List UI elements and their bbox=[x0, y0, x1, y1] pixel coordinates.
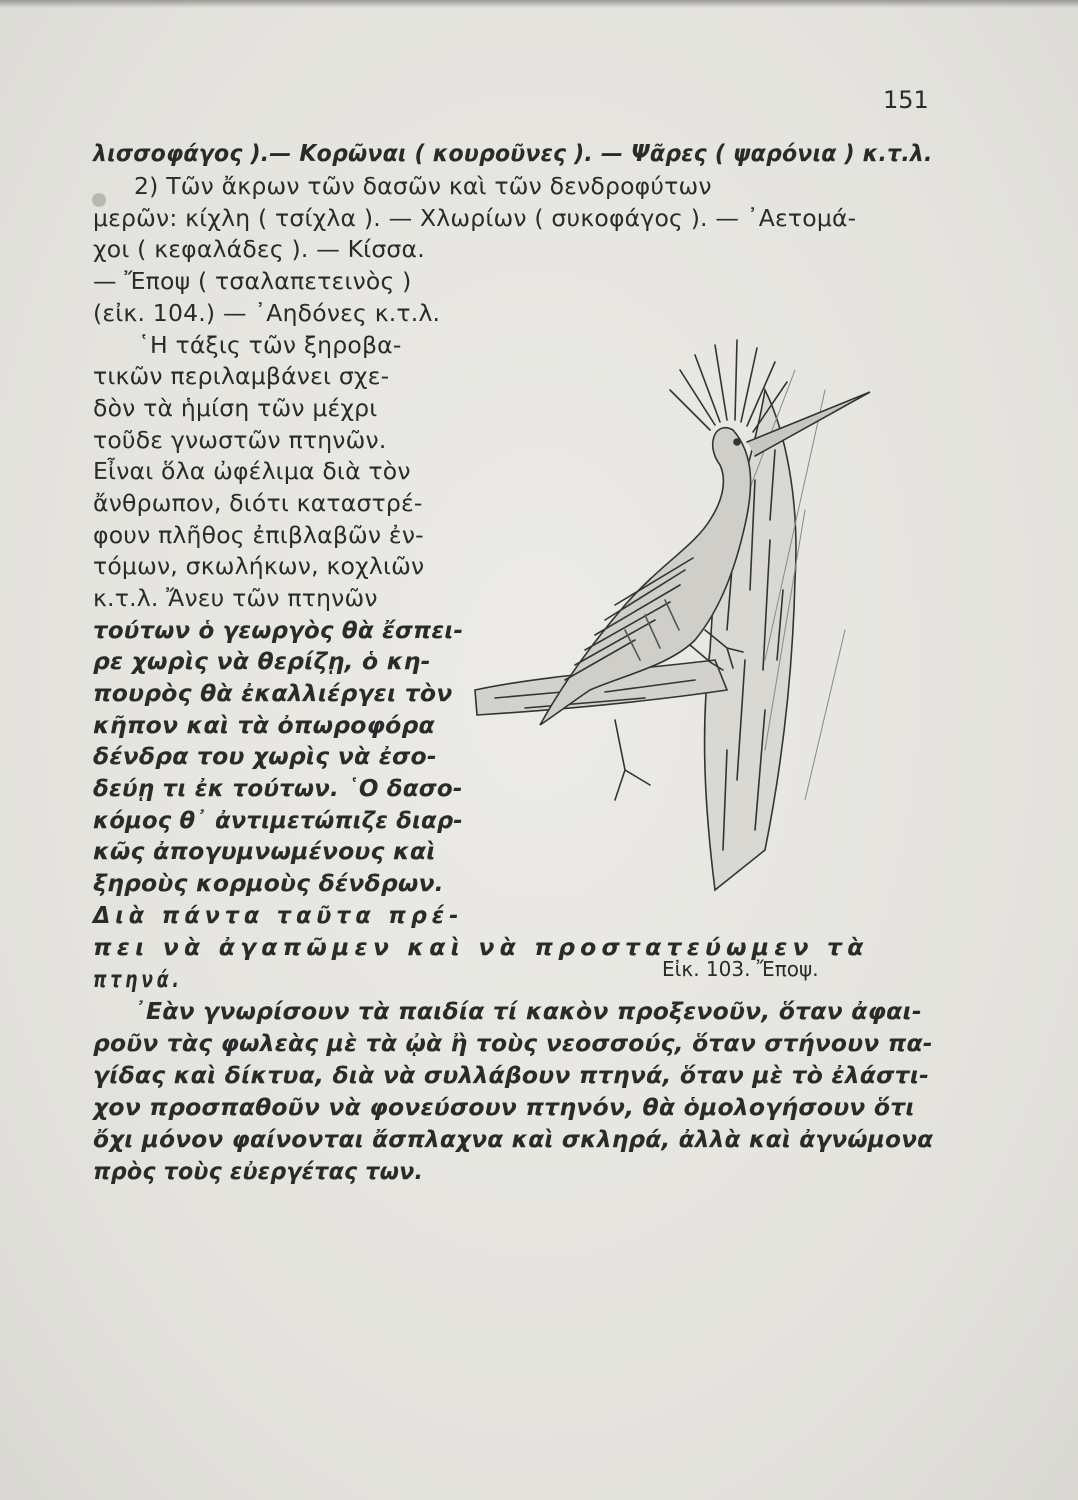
text-line: κῆπον καὶ τὰ ὀπωροφόρα bbox=[93, 711, 435, 739]
page-number: 151 bbox=[883, 86, 929, 114]
text-line: φουν πλῆθος ἐπιβλαβῶν ἐν- bbox=[93, 521, 424, 549]
text-line: κῶς ἀπογυμνωμένους καὶ bbox=[93, 837, 436, 865]
text-line: δένδρα του χωρὶς νὰ ἐσο- bbox=[93, 742, 437, 770]
text-line: λισσοφάγος ).— Κορῶναι ( κουροῦνες ). — Ψᾶρες ( ψαρόνια ) κ.τ.λ. bbox=[93, 139, 933, 167]
page-edge-shadow bbox=[0, 0, 1078, 8]
text-line: πει νὰ ἀγαπῶμεν καὶ νὰ προστατεύωμεν τὰ bbox=[93, 933, 869, 961]
text-line: δὸν τὰ ἡμίση τῶν μέχρι bbox=[93, 394, 378, 422]
text-line: 2) Τῶν ἄκρων τῶν δασῶν καὶ τῶν δενδροφύτων bbox=[134, 172, 712, 200]
text-line: τοῦδε γνωστῶν πτηνῶν. bbox=[93, 426, 387, 454]
text-line: ἄνθρωπον, διότι καταστρέ- bbox=[93, 489, 423, 517]
text-line: τόμων, σκωλήκων, κοχλιῶν bbox=[93, 552, 425, 580]
text-line: δεύῃ τι ἐκ τούτων. ῾Ο δασο- bbox=[93, 774, 463, 802]
text-line: ρε χωρὶς νὰ θερίζῃ, ὁ κη- bbox=[93, 647, 431, 675]
text-line: χοι ( κεφαλάδες ). — Κίσσα. bbox=[93, 235, 425, 263]
text-line: ξηροὺς κορμοὺς δένδρων. bbox=[93, 869, 444, 897]
text-line: Διὰ πάντα ταῦτα πρέ- bbox=[93, 901, 464, 929]
text-line: χον προσπαθοῦν νὰ φονεύσουν πτηνόν, θὰ ὁμολογήσουν ὅτι bbox=[93, 1093, 915, 1121]
text-line: πουρὸς θὰ ἐκαλλιέργει τὸν bbox=[93, 679, 453, 707]
text-line: γίδας καὶ δίκτυα, διὰ νὰ συλλάβουν πτηνά, ὅταν μὲ τὸ ἐλάστι- bbox=[93, 1061, 930, 1089]
text-line: κ.τ.λ. Ἄνευ τῶν πτηνῶν bbox=[93, 584, 378, 612]
text-line: μερῶν: κίχλη ( τσίχλα ). — Χλωρίων ( συκοφάγος ). — ᾿Αετομά- bbox=[93, 204, 857, 232]
figure-caption: Εἰκ. 103. Ἔποψ. bbox=[662, 957, 819, 981]
text-line: ὄχι μόνον φαίνονται ἄσπλαχνα καὶ σκληρά, ἀλλὰ καὶ ἀγνώμονα bbox=[93, 1125, 934, 1153]
text-line: τούτων ὁ γεωργὸς θὰ ἔσπει- bbox=[93, 616, 464, 644]
text-line: πρὸς τοὺς εὐεργέτας των. bbox=[93, 1157, 424, 1185]
text-line: — Ἔποψ ( τσαλαπετεινὸς ) bbox=[93, 267, 412, 295]
text-line: τικῶν περιλαμβάνει σχε- bbox=[93, 362, 390, 390]
text-line: Εἶναι ὅλα ὠφέλιμα διὰ τὸν bbox=[93, 457, 411, 485]
hoopoe-illustration bbox=[465, 330, 885, 930]
text-line: ῾Η τάξις τῶν ξηροβα- bbox=[138, 331, 402, 359]
text-line: (εἰκ. 104.) — ᾿Αηδόνες κ.τ.λ. bbox=[93, 299, 441, 327]
text-line: κόμος θ᾿ ἀντιμετώπιζε διαρ- bbox=[93, 806, 463, 834]
text-line: πτηνά. bbox=[93, 965, 183, 993]
text-line: ᾿Εὰν γνωρίσουν τὰ παιδία τί κακὸν προξενοῦν, ὅταν ἀφαι- bbox=[134, 997, 922, 1025]
text-line: ροῦν τὰς φωλεὰς μὲ τὰ ᾠὰ ἢ τοὺς νεοσσούς, ὅταν στήνουν πα- bbox=[93, 1029, 933, 1057]
